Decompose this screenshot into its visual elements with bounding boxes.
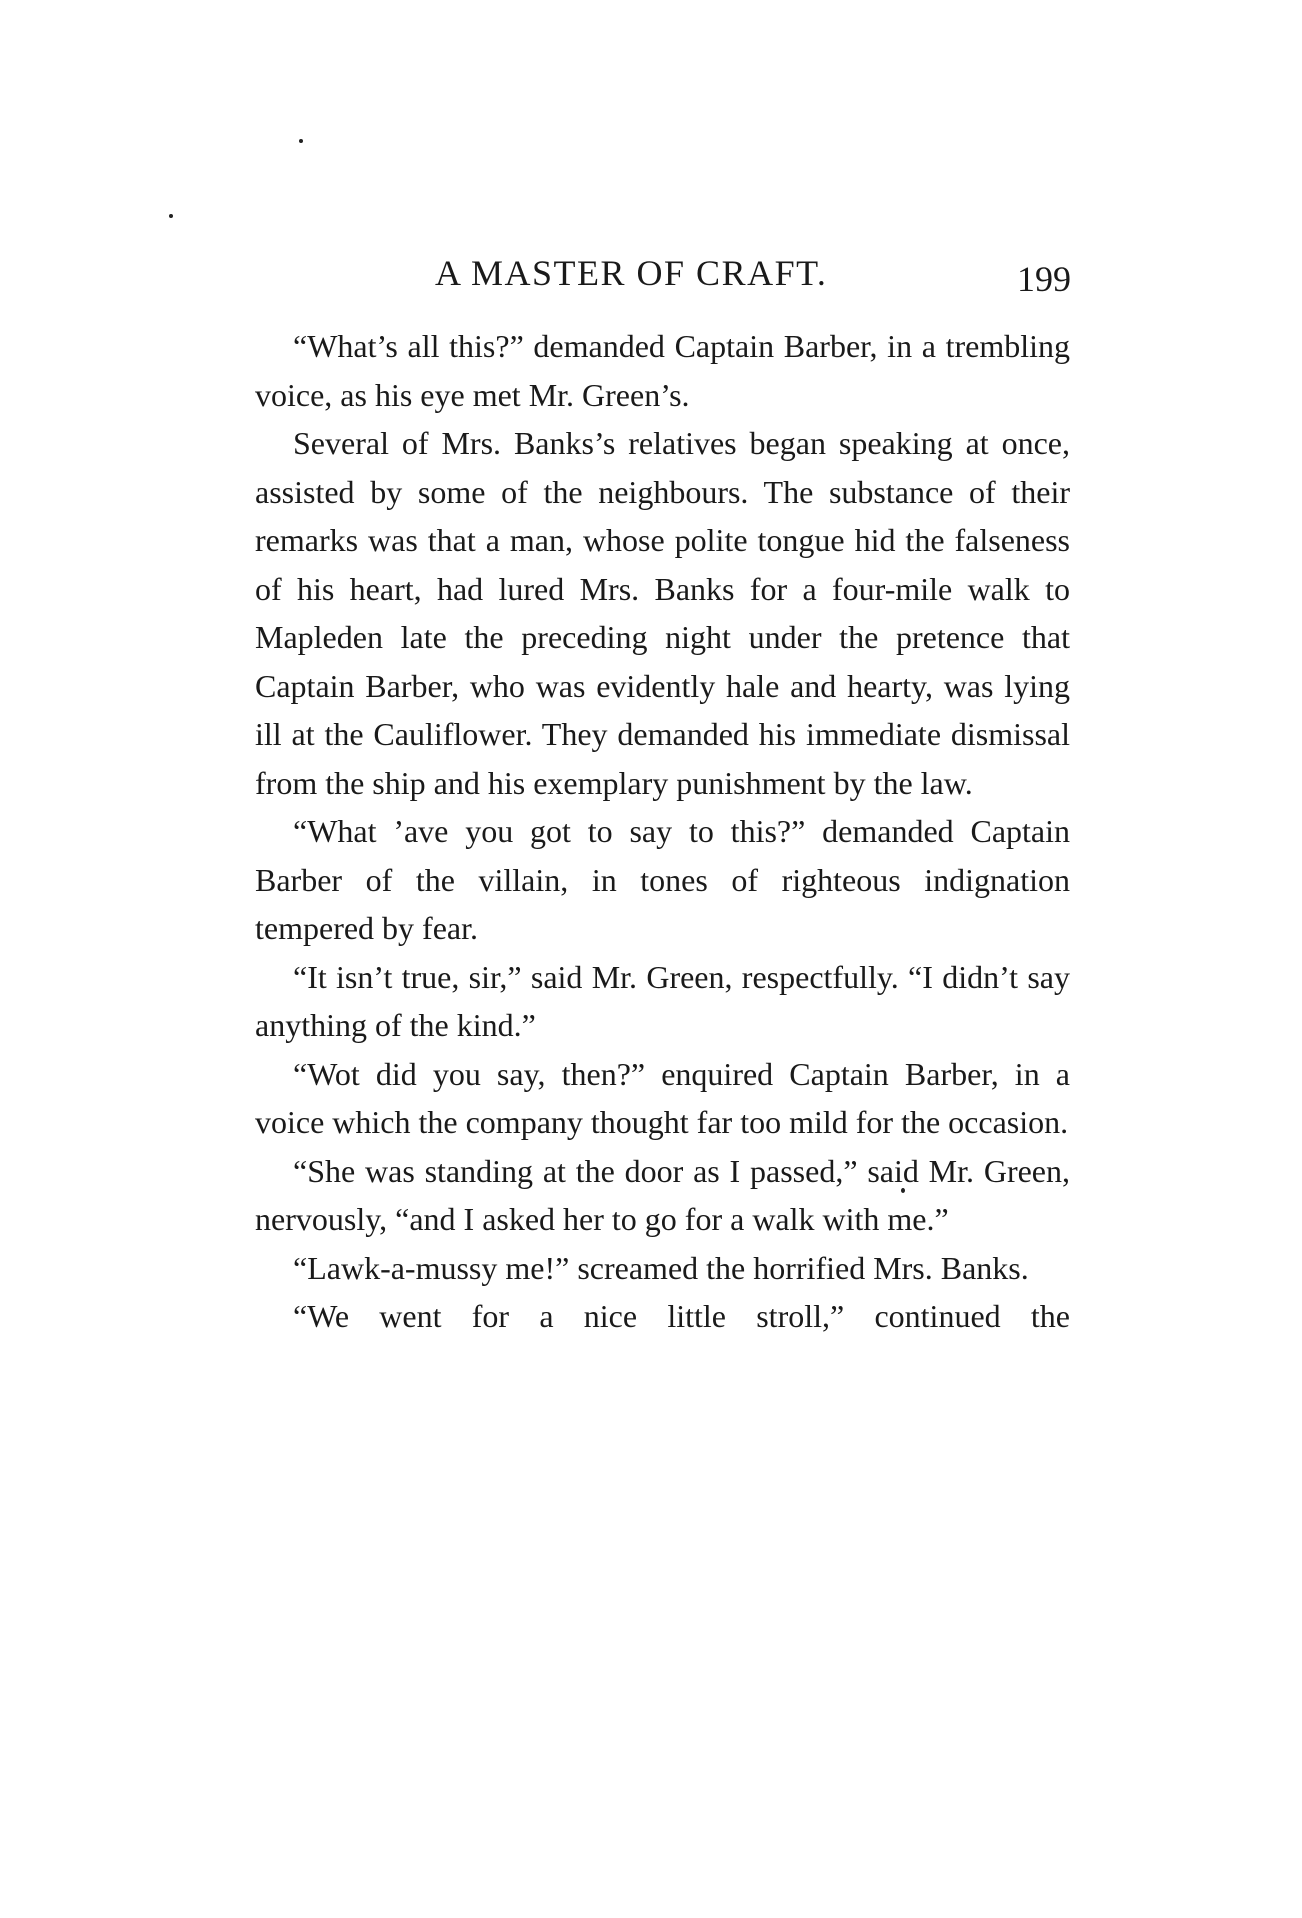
paragraph: “Wot did you say, then?” enquired Captain Barber, in a voice which the company thought far too mild for the occasion. bbox=[255, 1055, 1070, 1140]
paragraph: “What’s all this?” demanded Captain Barber, in a trembling voice, as his eye met Mr. Green’s. bbox=[255, 328, 1070, 413]
running-head: A MASTER OF CRAFT. bbox=[435, 253, 828, 293]
paragraph: “She was standing at the door as I passed,” said Mr. Green, nervously, “and I asked her to go for a walk with me.” bbox=[255, 1152, 1070, 1237]
print-speck bbox=[169, 214, 173, 218]
body-text bbox=[255, 322, 1070, 1341]
page-number: 199 bbox=[1017, 259, 1071, 299]
paragraph: “We went for a nice little stroll,” continued the bbox=[293, 1298, 1070, 1334]
page-header bbox=[255, 252, 1075, 312]
paragraph: “It isn’t true, sir,” said Mr. Green, respectfully. “I didn’t say anything of the kind.” bbox=[255, 958, 1070, 1043]
paragraph: “Lawk-a-mussy me!” screamed the horrified Mrs. Banks. bbox=[293, 1249, 1029, 1286]
paragraph: Several of Mrs. Banks’s relatives began speaking at once, assisted by some of the neighbours. The substance of their remarks was that a man, whose polite tongue hid the falseness of his heart, had lured Mrs. Banks for a four-mile walk to Mapleden late the preceding night under the pretence that Captain Barber, who was evidently hale and hearty, was lying ill at the Cauliflower. They demanded his immediate dismissal from the ship and his exemplary punishment by the law. bbox=[255, 425, 1070, 801]
paragraph: “What ’ave you got to say to this?” demanded Captain Barber of the villain, in tones of righteous indignation tempered by fear. bbox=[255, 813, 1070, 946]
print-speck bbox=[299, 139, 303, 143]
